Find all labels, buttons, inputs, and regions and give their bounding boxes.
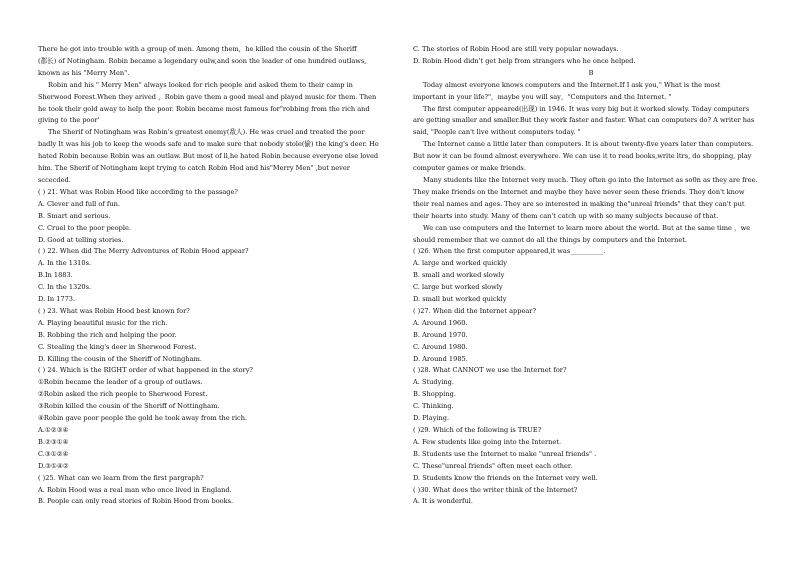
text-line: D. Killing the cousin of the Sheriff of Notingham. [38,354,202,363]
text-line: But now it can be found almost everywhere. We can use it to read books,write ltrs, do shopping, play [413,152,752,161]
text-line: ①Robin became the leader of a group of outlaws. [38,378,203,387]
text-line: D. small but worked quickly [413,295,507,304]
text-line: There he got into trouble with a group of men. Among them，he killed the cousin of the Sheriff [38,45,357,53]
text-line: ( )29. Which of the following is TRUE? [413,426,542,434]
text-line: C. These"unreal friends" often meet each other. [413,461,573,470]
text-line: ( )26. When the first computer appeared,it was__________. [413,247,606,256]
text-line: C. The stories of Robin Hood are still very popular nowadays. [413,45,619,53]
text-line: D. Playing. [413,414,450,423]
text-line: known as his "Merry Men". [38,68,130,77]
text-line: D. Around 1985. [413,354,468,363]
text-line: ( ) 24. Which is the RIGHT order of what happened in the story? [38,366,253,375]
text-line: C. Thinking. [413,402,454,411]
text-line: ( )28. What CANNOT we use the Internet for? [413,366,567,375]
text-line: badly It was his job to keep the woods safe and to make sure that nobody stole(偷) the king's deer. He [38,140,379,149]
text-line: B. Shopping. [413,390,456,399]
text-line: B. Students use the Internet to make "unreal friends" . [413,449,597,458]
text-line: he took their gold away to help the poor. Robin became most famous for"robbing from the rich and [38,104,370,113]
text-line: D. Robin Hood didn't get help from strangers who he once helped. [413,56,636,65]
text-line: giving to the poor' [38,116,100,125]
left-column [38,44,390,508]
text-line: The Internet came a little later than computers. It is about twenty-five years later than computers. [423,140,754,149]
text-line: B. Smart and serious. [38,211,111,220]
text-line: A. large and worked quickly [413,259,507,268]
text-line: Robin and his " Merry Men" always looked for rich people and asked them to their camp in [48,80,353,89]
text-line: They make friends on the Internet and maybe they have never seen these friends. They don't know [413,187,745,196]
text-line: A. Clever and full of fun. [38,199,120,208]
right-column [413,44,769,508]
text-line: ②Robin asked the rich people to Sherwood Forest. [38,390,208,399]
text-line: B. Around 1970. [413,330,468,339]
text-line: B.②③①④ [38,437,69,446]
text-line: A. Around 1960. [413,318,468,327]
text-line: (郡长) of Notingham. Robin became a legendary oulw,and soon the leader of one hundred outlaws, [38,56,367,65]
text-line: C. Cruel to the poor people. [38,223,131,232]
text-line: ( )27. When did the Internet appear? [413,306,536,315]
text-line: B [588,68,594,77]
text-line: ( ) 23. What was Robin Hood best known for? [38,306,190,315]
text-line: A. Few students like going into the Internet. [413,437,562,446]
text-line: D. Students know the friends on the Internet very well. [413,473,598,482]
text-line: A. It is wonderful. [413,497,473,506]
text-line: C. Stealing the king's deer in Sherwood Forest. [38,342,197,351]
text-line: Sherwood Forest.When they arived ，Robin gave them a good meal and played music for them. Then [38,92,377,101]
text-line: D. Good at telling stories. [38,235,124,244]
text-line: him. The Sherif of Notingham kept trying to catch Robin Hod and his"Merry Men" ,but never [38,164,350,173]
text-line: ( )25. What can we learn from the first pargraph? [38,473,204,482]
text-line: D.③①④② [38,461,69,470]
text-line: B.In 1883. [38,271,73,280]
text-line: C.③①②④ [38,449,69,458]
text-line: should remember that we cannot do all the things by computers and the Internet. [413,235,687,244]
text-line: computer games or make friends. [413,164,526,173]
text-line: We can use computers and the Internet to learn more about the world. But at the same time ，we [423,223,751,232]
text-line: hated Robin because Robin was an outlaw. But most of ll,he hated Robin because everyone else loved [38,152,379,161]
text-line: sccecded. [38,175,71,184]
text-line: ④Robin gave poor people the gold he took away from the rich. [38,414,248,423]
text-line: Today almost everyone knows computers and the Internet.If I ask you," What is the most [423,80,721,89]
text-line: their hearts into study. Many of them can't catch up with so many subjects because of that. [413,211,719,220]
text-line: ( ) 22. When did The Merry Adventures of Robin Hood appear? [38,247,249,256]
text-line: A. Playing beautiful music for the rich. [38,318,168,327]
text-line: B. People can only read stories of Robin Hood from books. [38,497,234,506]
text-line: The first computer appeared(出现) in 1946. It was very big but it worked slowly. Today computers [423,104,750,113]
text-line: B. small and worked slowly [413,271,505,280]
text-line: C. In the 1320s. [38,283,92,292]
text-line: said, "People can't live without computers today. " [413,128,581,137]
text-line: their real names and ages. They are so interested in making the"unreal friends" that they can't put [413,199,745,208]
text-line: D. In 1773. [38,295,76,304]
text-line: A. Robin Hood was a real man who once lived in England. [38,485,232,494]
text-line: ③Robin killed the cousin of the Sheriff of Nottingham. [38,402,220,411]
text-line: ( )30. What does the writer think of the Internet? [413,485,578,494]
text-line: C. Around 1980. [413,342,468,351]
text-line: A. Studying. [413,378,454,387]
text-line: A.①②③④ [38,426,69,434]
text-line: are getting smaller and smaller.But they work faster and faster. What can computers do? A writer has [413,116,755,125]
text-line: The Sherif of Notingham was Robin's greatest enemy(敌人). He was cruel and treated the poor [48,128,365,137]
text-line: C. large but worked slowly [413,283,503,292]
text-line: important in your life?"，maybe you will say，"Computers and the Internet. " [413,92,672,101]
text-line: ( ) 21. What was Robin Hood like according to the passage? [38,187,238,196]
text-line: B. Robbing the rich and helping the poor. [38,330,177,339]
text-line: Many students like the Internet very much. They often go into the Internet as so0n as they are free. [423,175,758,184]
text-line: A. In the 1310s. [38,259,92,268]
